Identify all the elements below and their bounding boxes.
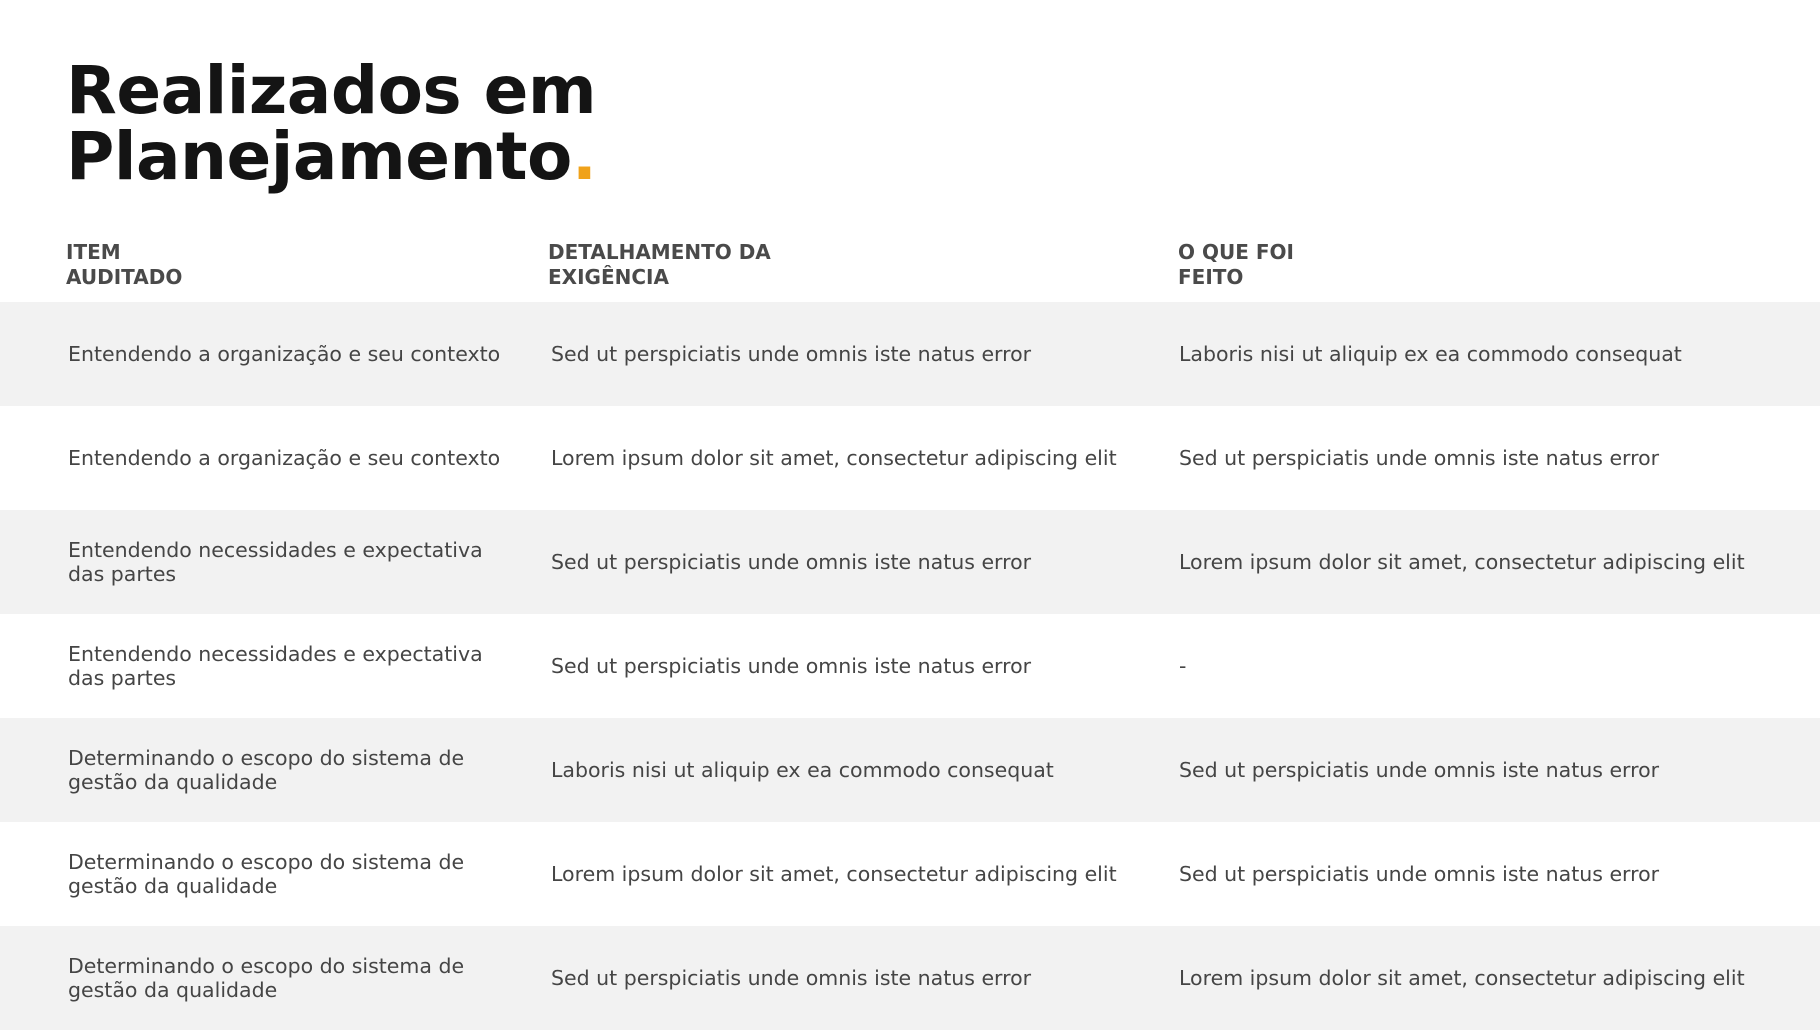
header-what-was-done-line-1: O QUE FOI [1178,240,1294,264]
header-what-was-done [1178,240,1294,290]
cell-detail: Lorem ipsum dolor sit amet, consectetur adipiscing elit [551,862,1117,886]
table-header [0,240,1820,300]
cell-done: Sed ut perspiciatis unde omnis iste natus error [1179,862,1660,886]
table-row [0,822,1820,926]
cell-item: Determinando o escopo do sistema de gestão da qualidade [68,954,465,1002]
table-row [0,614,1820,718]
page-title-line-2-text: Planejamento [66,118,572,195]
table-body [0,302,1820,1030]
table-row [0,718,1820,822]
cell-done: Lorem ipsum dolor sit amet, consectetur adipiscing elit [1179,966,1745,990]
header-item-audited-line-1: ITEM [66,240,121,264]
cell-item: Determinando o escopo do sistema de gestão da qualidade [68,746,465,794]
header-what-was-done-line-2: FEITO [1178,265,1244,289]
cell-item: Entendendo a organização e seu contexto [68,342,501,366]
cell-done: Sed ut perspiciatis unde omnis iste natus error [1179,758,1660,782]
cell-done: Sed ut perspiciatis unde omnis iste natus error [1179,446,1660,470]
cell-item: Entendendo necessidades e expectativa das partes [68,642,483,690]
table-row [0,406,1820,510]
header-item-audited [66,240,182,290]
page-title-line-2 [66,118,597,195]
cell-done: Laboris nisi ut aliquip ex ea commodo consequat [1179,342,1682,366]
cell-detail: Sed ut perspiciatis unde omnis iste natus error [551,550,1032,574]
cell-item: Determinando o escopo do sistema de gestão da qualidade [68,850,465,898]
header-item-audited-line-2: AUDITADO [66,265,183,289]
table-row [0,926,1820,1030]
header-requirement-detail-line-1: DETALHAMENTO DA [548,240,771,264]
table-row [0,302,1820,406]
page-title-line-1: Realizados em [66,52,597,129]
header-requirement-detail-line-2: EXIGÊNCIA [548,265,669,289]
cell-detail: Sed ut perspiciatis unde omnis iste natus error [551,654,1032,678]
table-row [0,510,1820,614]
page-title [66,52,597,195]
cell-item: Entendendo a organização e seu contexto [68,446,501,470]
cell-item: Entendendo necessidades e expectativa das partes [68,538,483,586]
cell-detail: Sed ut perspiciatis unde omnis iste natus error [551,966,1032,990]
cell-done: - [1179,654,1187,678]
cell-detail: Lorem ipsum dolor sit amet, consectetur adipiscing elit [551,446,1117,470]
header-requirement-detail [548,240,771,290]
cell-detail: Laboris nisi ut aliquip ex ea commodo consequat [551,758,1054,782]
title-accent-dot: . [571,118,597,195]
cell-detail: Sed ut perspiciatis unde omnis iste natus error [551,342,1032,366]
cell-done: Lorem ipsum dolor sit amet, consectetur adipiscing elit [1179,550,1745,574]
